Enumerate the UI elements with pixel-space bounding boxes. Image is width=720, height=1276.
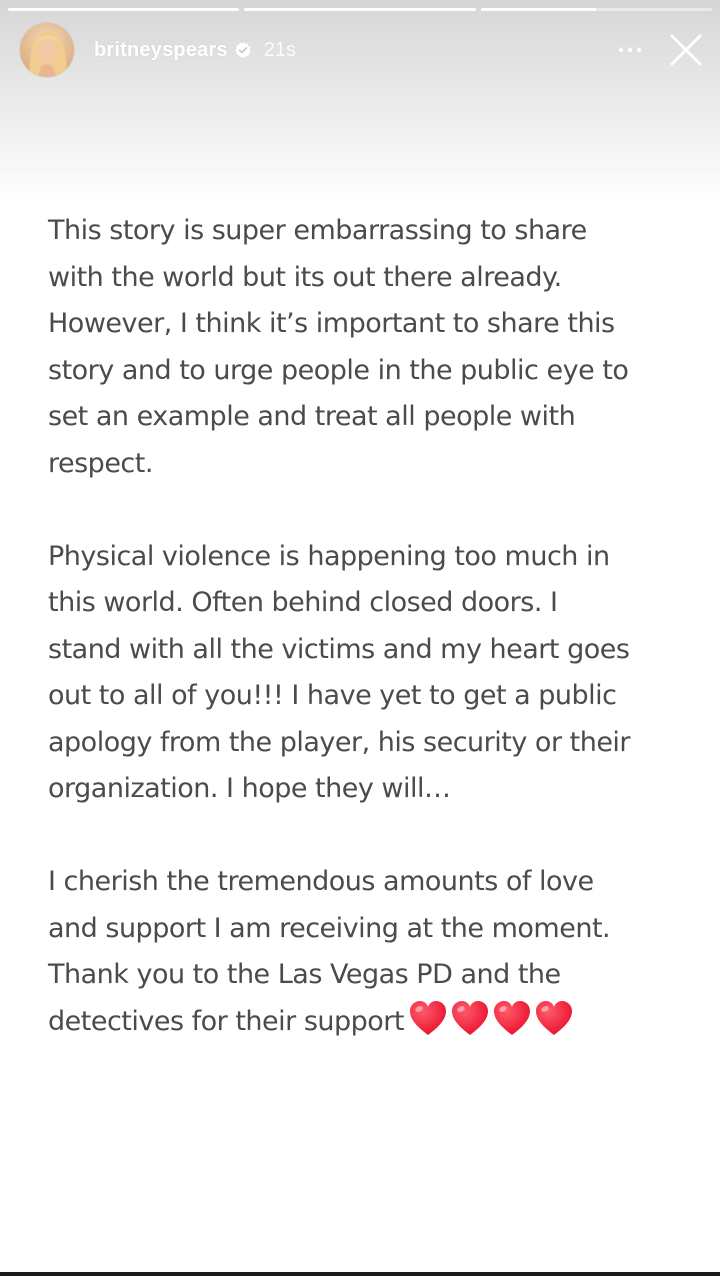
more-options-icon xyxy=(618,47,642,53)
avatar[interactable] xyxy=(20,23,74,77)
progress-segment-1 xyxy=(8,8,239,11)
red-heart-emoji-icon xyxy=(534,1000,574,1038)
avatar-image xyxy=(20,23,74,77)
bottom-edge xyxy=(0,1272,720,1276)
more-options-button[interactable] xyxy=(608,28,652,72)
story-text xyxy=(48,208,700,1092)
paragraph-3-text: I cherish the tremendous amounts of love and support I am receiving at the moment. Thank you to the Las Vegas PD and the detectives for their support xyxy=(48,866,611,1037)
post-time: 21s xyxy=(263,38,297,61)
red-heart-emoji-icon xyxy=(408,1000,448,1038)
username[interactable]: britneyspears xyxy=(94,38,228,61)
paragraph-1: This story is super embarrassing to share with the world but its out there already. However, I think it’s important to share this story and to urge people in the public eye to set an example and treat all people with respect. xyxy=(48,215,629,479)
hearts-emoji-row xyxy=(408,1000,574,1038)
progress-segment-3 xyxy=(481,8,712,11)
close-button[interactable] xyxy=(662,26,710,74)
red-heart-emoji-icon xyxy=(492,1000,532,1038)
story-header xyxy=(20,22,710,78)
story-progress-bar xyxy=(8,8,712,11)
paragraph-3 xyxy=(48,859,700,1045)
progress-segment-2 xyxy=(244,8,475,11)
red-heart-emoji-icon xyxy=(450,1000,490,1038)
paragraph-2: Physical violence is happening too much in this world. Often behind closed doors. I stand with all the victims and my heart goes out to all of you!!! I have yet to get a public apology from the player, his security or their organization. I hope they will… xyxy=(48,540,631,804)
verified-badge-icon xyxy=(234,41,252,59)
close-icon xyxy=(669,33,703,67)
